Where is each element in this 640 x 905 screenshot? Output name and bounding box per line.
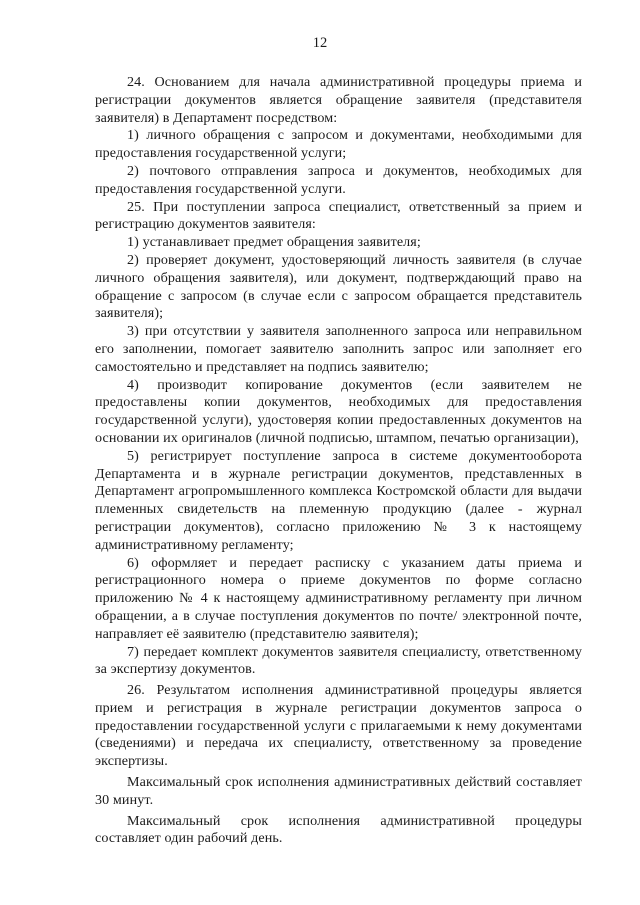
paragraph-24: 24. Основанием для начала административной процедуры приема и регистрации документов является обращение заявителя (представителя заявителя) в Департамент посредством: xyxy=(95,74,582,126)
paragraph-25-item-3: 3) при отсутствии у заявителя заполненного запроса или неправильном его заполнении, помогает заявителю заполнить запрос или заполняет его самостоятельно и представляет на подпись заявителю; xyxy=(95,323,582,375)
paragraph-24-item-1: 1) личного обращения с запросом и документами, необходимыми для предоставления государственной услуги; xyxy=(95,127,582,162)
page-number: 12 xyxy=(312,35,328,51)
paragraph-25-item-2: 2) проверяет документ, удостоверяющий личность заявителя (в случае личного обращения заявителя), или документ, подтверждающий право на обращение с запросом (в случае если с запросом обращается представитель заявителя); xyxy=(95,251,582,322)
paragraph-26: 26. Результатом исполнения административной процедуры является прием и регистрация в журнале регистрации документов запроса о предоставлении государственной услуги с прилагаемыми к нему документами (сведениями) и передача их специалисту, ответственному за проведение экспертизы. xyxy=(95,682,582,770)
paragraph-25-item-6: 6) оформляет и передает расписку с указанием даты приема и регистрационного номера о приеме документов по форме согласно приложению № 4 к настоящему административному регламенту при личном обращении, а в случае поступления документов по почте/ электронной почте, направляет её заявителю (представителю заявителя); xyxy=(95,554,582,642)
paragraph-25-item-7: 7) передает комплект документов заявителя специалисту, ответственному за экспертизу документов. xyxy=(95,643,582,678)
paragraph-24-item-2: 2) почтового отправления запроса и документов, необходимых для предоставления государственной услуги. xyxy=(95,162,582,197)
paragraph-25-item-1: 1) устанавливает предмет обращения заявителя; xyxy=(127,234,421,251)
document-body xyxy=(95,74,582,848)
paragraph-max-time-actions: Максимальный срок исполнения административных действий составляет 30 минут. xyxy=(95,774,582,808)
paragraph-25: 25. При поступлении запроса специалист, ответственный за прием и регистрацию документов заявителя: xyxy=(95,198,582,233)
paragraph-max-time-procedure: Максимальный срок исполнения административной процедуры составляет один рабочий день. xyxy=(95,812,582,847)
paragraph-25-item-5: 5) регистрирует поступление запроса в системе документооборота Департамента и в журнале регистрации документов, представленных в Департамент агропромышленного комплекса Костромской области для выдачи племенных свидетельств на племенную продукцию (далее - журнал регистрации документов), согласно приложению № 3 к настоящему административному регламенту; xyxy=(95,447,582,553)
paragraph-25-item-4: 4) производит копирование документов (если заявителем не предоставлены копии документов, необходимых для предоставления государственной услуги), удостоверяя копии предоставленных документов на основании их оригиналов (личной подписью, штампом, печатью организации), xyxy=(95,376,582,446)
